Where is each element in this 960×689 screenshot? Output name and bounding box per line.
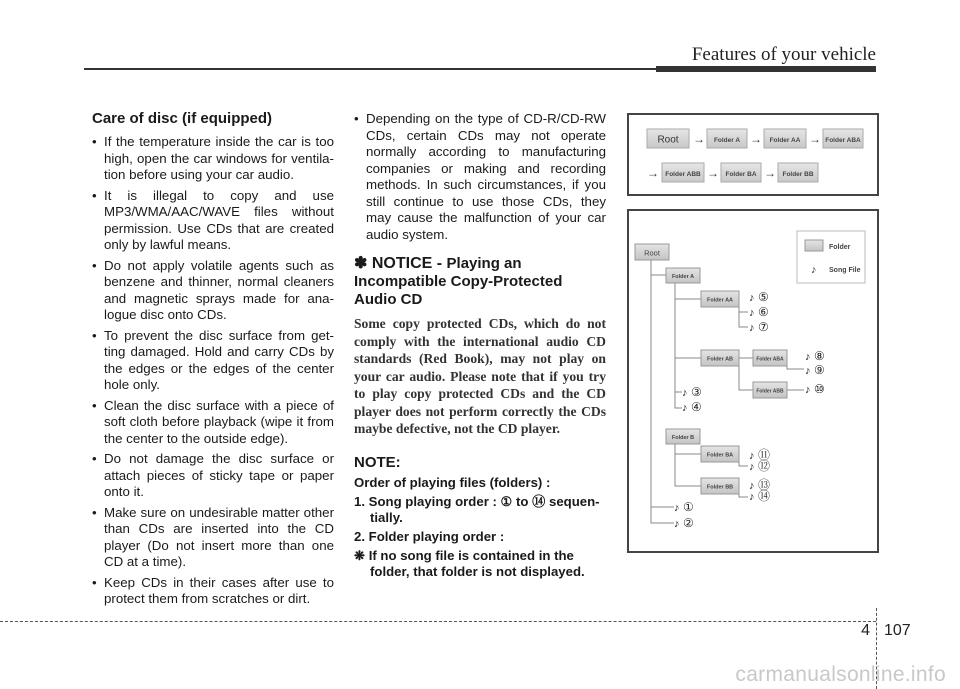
care-bullet: • Make sure on undesirable matter other than CDs are inserted into the CD player (Do not insert more than one CD at a time). (92, 505, 334, 571)
folder-label: Folder ABA (756, 356, 784, 363)
order-box-folder-abb (662, 163, 704, 182)
section-title: Care of disc (if equipped) (92, 110, 273, 127)
song-number: ⑪ (758, 448, 771, 462)
song-number: ⑬ (758, 478, 771, 492)
care-bullet: • If the temperature inside the car is too high, open the car windows for ventila-tion before using your car audio. (92, 134, 334, 184)
folder-ab (701, 350, 739, 366)
care-bullet: • Do not apply volatile agents such as benzene and thinner, normal cleaners and magnetic sprays made for ana-logue disc onto CDs. (92, 258, 334, 324)
order-label: Root (657, 134, 679, 146)
care-bullet: • Clean the disc surface with a piece of soft cloth before playback (wipe it from the center to the outside edge). (92, 398, 334, 448)
notice-heading (354, 255, 606, 309)
folder-aa (701, 291, 739, 307)
middle-column (354, 111, 606, 583)
order-box-folder-ba (721, 163, 761, 182)
music-note-icon: ♪ (682, 402, 688, 414)
care-bullet: • To prevent the disc surface from get-ting damaged. Hold and carry CDs by the edges or the edges of the center hole only. (92, 328, 334, 394)
header-rule-accent (656, 66, 876, 72)
left-column (92, 110, 334, 612)
folder-ba (701, 446, 739, 462)
chapter-number: 4 (861, 622, 870, 639)
song-number: ④ (691, 400, 702, 414)
folder-label: Folder BA (706, 452, 734, 459)
legend-box (797, 231, 865, 283)
care-bullet: • Do not damage the disc surface or attach pieces of sticky tape or paper onto it. (92, 451, 334, 501)
note-line: ❋ If no song file is contained in the folder, that folder is not displayed. (354, 547, 585, 579)
music-note-icon: ♪ (749, 450, 755, 462)
song-number: ⑨ (814, 363, 825, 377)
order-box-folder-bb (778, 163, 818, 182)
song-number: ① (683, 500, 694, 514)
arrow-icon: → (707, 166, 719, 180)
folder-label: Root (644, 248, 660, 258)
order-label: Folder BA (725, 171, 757, 178)
music-note-icon: ♪ (805, 365, 811, 377)
music-note-icon: ♪ (749, 307, 755, 319)
watermark: carmanualsonline.info (735, 663, 946, 686)
arrow-icon: → (647, 166, 659, 180)
folder-tree-diagram (627, 209, 879, 553)
folder-label: Folder ABB (756, 388, 784, 395)
folder-root (635, 244, 669, 260)
music-note-icon: ♪ (749, 491, 755, 503)
music-note-icon: ♪ (674, 502, 680, 514)
folder-abb (753, 382, 787, 398)
folder-bb (701, 478, 739, 494)
order-label: Folder ABA (825, 137, 861, 144)
song-number: ⑥ (758, 305, 769, 319)
notice-text: Some copy protected CDs, which do not comply with the international audio CD standards (Red Book), may not play on your car audio. Please note that if you try to play copy protected CDs and the CD player does not perform correctly the CDs maybe defective, not the CD player. (354, 316, 606, 436)
note-line: 2. Folder playing order : (354, 528, 505, 544)
footer-rule (0, 621, 876, 622)
folder-label: Folder B (671, 435, 695, 441)
music-note-icon: ♪ (805, 351, 811, 363)
folder-label: Folder AB (706, 356, 734, 363)
header-title: Features of your vehicle (691, 44, 876, 65)
arrow-icon: → (750, 132, 762, 146)
folder-a (666, 268, 700, 283)
song-number: ⑧ (814, 349, 825, 363)
music-note-icon: ♪ (805, 384, 811, 396)
legend-folder-label: Folder (829, 244, 851, 251)
legend-song-label: Song File (829, 267, 861, 274)
cd-type-bullet-list (354, 111, 606, 243)
song-number: ③ (691, 385, 702, 399)
order-label: Folder BB (782, 171, 814, 178)
folder-label: Folder BB (706, 484, 734, 491)
arrow-icon: → (764, 166, 776, 180)
music-note-icon: ♪ (749, 292, 755, 304)
folder-label: Folder A (671, 274, 695, 280)
care-bullet: • Keep CDs in their cases after use to protect them from scratches or dirt. (92, 575, 334, 608)
song-number: ⑭ (758, 489, 771, 503)
song-number: ⑫ (758, 459, 771, 473)
page-number: 107 (884, 622, 911, 639)
cd-type-bullet: • Depending on the type of CD-R/CD-RW CDs, certain CDs may not operate normally according to manufacturing companies or making and recording methods. In such circumstances, if you still continue to use those CDs, they may cause the malfunction of your car audio system. (354, 111, 606, 243)
care-bullet-list (92, 134, 334, 608)
arrow-icon: → (809, 132, 821, 146)
music-note-icon: ♪ (749, 480, 755, 492)
music-note-icon: ♪ (674, 518, 680, 530)
order-box-root (647, 129, 689, 148)
song-number: ⑦ (758, 320, 769, 334)
order-box-folder-a (707, 129, 747, 148)
order-label: Folder AA (769, 137, 801, 144)
notice-title: Playing an Incompatible Copy-Protected Audio CD (354, 255, 563, 308)
note-line: 1. Song playing order : ① to ⑭ sequen-tially. (354, 493, 600, 525)
song-number: ② (683, 516, 694, 530)
order-box-folder-aa (764, 129, 806, 148)
notice-mark: ✽ NOTICE - (354, 255, 443, 272)
folder-aba (753, 350, 787, 366)
folder-label: Folder AA (706, 297, 734, 304)
song-number: ⑩ (814, 382, 825, 396)
folder-b (666, 429, 700, 444)
music-note-icon: ♪ (749, 322, 755, 334)
order-label: Folder A (713, 137, 741, 144)
music-note-icon: ♪ (749, 461, 755, 473)
note-line: Order of playing files (folders) : (354, 474, 551, 490)
music-note-icon: ♪ (811, 264, 817, 276)
music-note-icon: ♪ (682, 387, 688, 399)
care-bullet: • It is illegal to copy and use MP3/WMA/AAC/WAVE files without permission. Use CDs that are created only by lawful means. (92, 188, 334, 254)
folder-icon (805, 240, 823, 251)
folder-order-diagram (627, 113, 879, 196)
order-label: Folder ABB (665, 171, 701, 178)
order-box-folder-aba (823, 129, 863, 148)
song-number: ⑤ (758, 290, 769, 304)
arrow-icon: → (693, 132, 705, 146)
note-title: NOTE: (354, 453, 401, 471)
